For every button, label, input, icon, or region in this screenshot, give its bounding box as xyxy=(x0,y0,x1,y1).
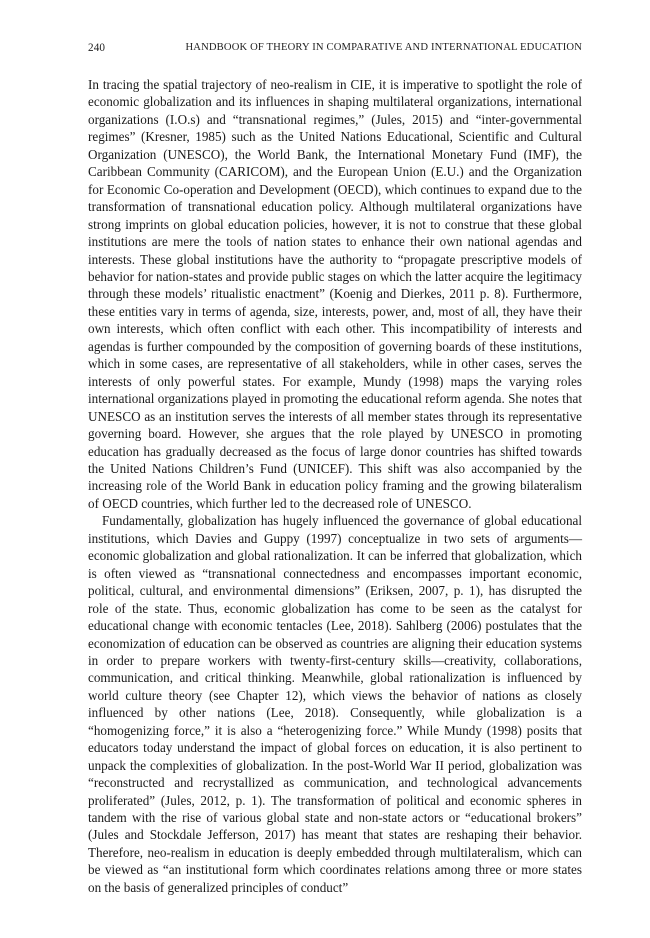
paragraph-2: Fundamentally, globalization has hugely influenced the governance of global educational institutions, which Davies and Guppy (1997) conceptualize in two sets of arguments—economic globalization and global rationalization. It can be inferred that globalization, which is often viewed as “transnational connectedness and encompasses important economic, political, cultural, and environmental dimensions” (Eriksen, 2007, p. 1), has disrupted the role of the state. Thus, economic globalization has come to be seen as the catalyst for educational change with economic tentacles (Lee, 2018). Sahlberg (2006) postulates that the economization of education can be observed as countries are aligning their education systems in order to prepare workers with twenty-first-century skills—creativity, collaborations, communication, and critical thinking. Meanwhile, global rationalization is influenced by world culture theory (see Chapter 12), which views the behavior of nations as closely influenced by other nations (Lee, 2018). Consequently, while globalization is a “homogenizing force,” it is also a “heterogenizing force.” While Mundy (1998) posits that educators today understand the impact of global forces on education, it is also pertinent to unpack the complexities of globalization. In the post-World War II period, globalization was “reconstructed and recrystallized as communication, and technological advancements proliferated” (Jules, 2012, p. 1). The transformation of political and economic spheres in tandem with the rise of various global state and non-state actors or “educational brokers” (Jules and Stockdale Jefferson, 2017) has meant that states are reshaping their behavior. Therefore, neo-realism in education is deeply embedded through multilateralism, which can be viewed as “an institutional form which coordinates relations among three or more states on the basis of generalized principles of conduct” xyxy=(88,513,582,895)
paragraph-1: In tracing the spatial trajectory of neo-realism in CIE, it is imperative to spotlight the role of economic globalization and its influences in shaping multilateral organizations, international organizations (I.O.s) and “transnational regimes,” (Jules, 2015) and “inter-governmental regimes” (Kresner, 1985) such as the United Nations Educational, Scientific and Cultural Organization (UNESCO), the World Bank, the International Monetary Fund (IMF), the Caribbean Community (CARICOM), and the European Union (E.U.) and the Organization for Economic Co-operation and Development (OECD), which continues to expand due to the transformation of transnational education policy. Although multilateral organizations have strong imprints on global education policies, however, it is not to construe that these global institutions are mere the tools of nation states to enhance their own national agendas and interests. These global institutions have the authority to “propagate prescriptive models of behavior for nation-states and provide public stages on which the latter acquire the legitimacy through these models’ ritualistic enactment” (Koenig and Dierkes, 2011 p. 8). Furthermore, these entities vary in terms of agenda, size, interests, power, and, most of all, they have their own interests, which often conflict with each other. This incompatibility of interests and agendas is further compounded by the composition of governing boards of these institutions, which in some cases, are representative of all stakeholders, while in other cases, serves the interests of only powerful states. For example, Mundy (1998) maps the varying roles international organizations played in promoting the educational reform agenda. She notes that UNESCO as an institution serves the interests of all member states through its representative governing board. However, she argues that the role played by UNESCO in promoting education has gradually decreased as the focus of large donor countries has shifted towards the United Nations Children’s Fund (UNICEF). This shift was also accompanied by the increasing role of the World Bank in education policy framing and the growing bilateralism of OECD countries, which further led to the decreased role of UNESCO. xyxy=(88,77,582,511)
page-number: 240 xyxy=(88,42,106,54)
body-text xyxy=(88,76,582,896)
running-head xyxy=(88,42,582,58)
book-title: HANDBOOK OF THEORY IN COMPARATIVE AND INTERNATIONAL EDUCATION xyxy=(185,42,582,53)
